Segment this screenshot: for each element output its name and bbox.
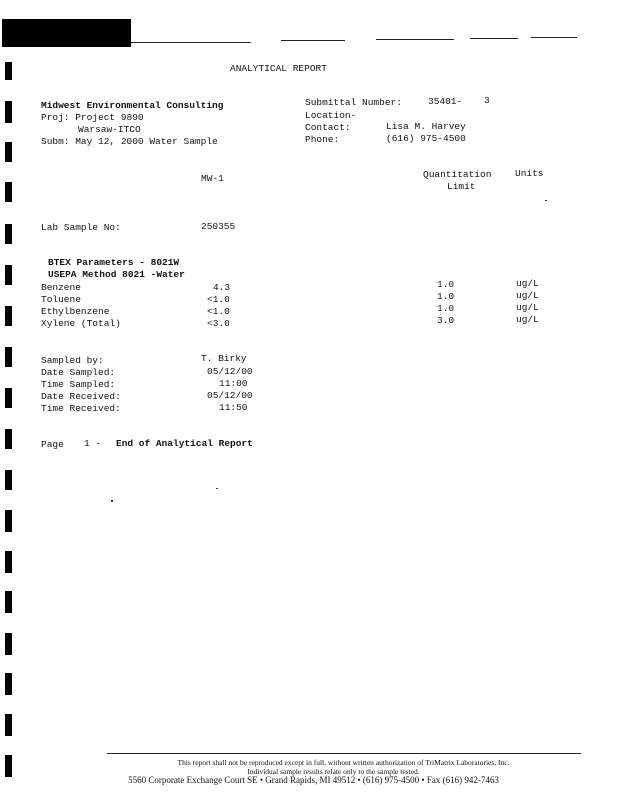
analyte-name: Ethylbenzene bbox=[41, 306, 110, 317]
time-received-label: Time Received: bbox=[41, 403, 121, 414]
analyte-result: <3.0 bbox=[207, 318, 230, 329]
client-name: Midwest Environmental Consulting bbox=[41, 100, 224, 111]
time-received-value: 11:50 bbox=[219, 402, 248, 413]
date-sampled-label: Date Sampled: bbox=[41, 367, 116, 378]
punch-mark bbox=[5, 633, 12, 655]
punch-mark bbox=[5, 265, 12, 285]
scan-speck bbox=[216, 488, 218, 489]
lab-sample-value: 250355 bbox=[201, 221, 236, 232]
punch-mark bbox=[5, 388, 12, 408]
punch-mark bbox=[5, 551, 12, 573]
analyte-units: ug/L bbox=[516, 278, 539, 289]
units-header: Units bbox=[515, 168, 544, 179]
analyte-name: Xylene (Total) bbox=[41, 318, 121, 329]
punch-mark bbox=[5, 470, 12, 490]
submitted-line: Subm: May 12, 2000 Water Sample bbox=[41, 136, 218, 147]
punch-mark bbox=[5, 224, 12, 244]
header-rule bbox=[281, 40, 345, 41]
footer-note: Individual sample results relate only to the sample tested. bbox=[247, 767, 420, 776]
redaction-block bbox=[2, 19, 131, 47]
footer-rule bbox=[107, 753, 581, 754]
analyte-name: Benzene bbox=[41, 282, 81, 293]
sampled-by-value: T. Birky bbox=[201, 353, 247, 364]
punch-mark bbox=[5, 510, 12, 532]
analyte-limit: 3.0 bbox=[437, 315, 455, 326]
analyte-result: 4.3 bbox=[213, 282, 231, 293]
contact-label: Contact: bbox=[305, 122, 351, 133]
punch-mark bbox=[5, 101, 12, 123]
scan-speck bbox=[111, 500, 113, 502]
analyte-name: Toluene bbox=[41, 294, 81, 305]
analyte-result: <1.0 bbox=[207, 306, 230, 317]
header-rule bbox=[531, 37, 577, 38]
date-sampled-value: 05/12/00 bbox=[207, 366, 253, 377]
punch-mark bbox=[5, 673, 12, 695]
punch-mark bbox=[5, 62, 12, 80]
phone-value: (616) 975-4500 bbox=[386, 133, 466, 144]
quantitation-header: Quantitation bbox=[423, 169, 492, 180]
analyte-units: ug/L bbox=[516, 302, 539, 313]
sample-id-header: MW-1 bbox=[201, 173, 224, 184]
site-location: Warsaw-ITCO bbox=[78, 124, 141, 135]
page-label: Page bbox=[41, 439, 64, 450]
project-line: Proj: Project 9890 bbox=[41, 112, 144, 123]
analyte-limit: 1.0 bbox=[437, 291, 455, 302]
punch-mark bbox=[5, 429, 12, 449]
location-label: Location- bbox=[305, 110, 357, 121]
sampled-by-label: Sampled by: bbox=[41, 355, 104, 366]
page-number: 1 - bbox=[84, 438, 102, 449]
footer-disclaimer: This report shall not be reproduced except in full, without written authorization of TriMatrix Laboratories, Inc. bbox=[177, 758, 510, 767]
time-sampled-label: Time Sampled: bbox=[41, 379, 116, 390]
date-received-label: Date Received: bbox=[41, 391, 121, 402]
header-rule bbox=[376, 39, 454, 40]
date-received-value: 05/12/00 bbox=[207, 390, 253, 401]
contact-value: Lisa M. Harvey bbox=[386, 121, 466, 132]
header-rule bbox=[470, 38, 518, 39]
analyte-units: ug/L bbox=[516, 290, 539, 301]
method-parameters: BTEX Parameters - 8021W bbox=[48, 257, 180, 268]
submittal-number-suffix: 3 bbox=[484, 95, 490, 106]
phone-label: Phone: bbox=[305, 134, 340, 145]
analyte-result: <1.0 bbox=[207, 294, 230, 305]
method-name: USEPA Method 8021 -Water bbox=[48, 269, 185, 280]
submittal-number-label: Submittal Number: bbox=[305, 97, 402, 108]
analyte-limit: 1.0 bbox=[437, 279, 455, 290]
time-sampled-value: 11:00 bbox=[219, 378, 248, 389]
end-of-report: End of Analytical Report bbox=[116, 438, 253, 449]
punch-mark bbox=[5, 182, 12, 202]
punch-mark bbox=[5, 306, 12, 326]
analyte-units: ug/L bbox=[516, 314, 539, 325]
footer-address: 5560 Corporate Exchange Court SE • Grand Rapids, MI 49512 • (616) 975-4500 • Fax (616) 942-7463 bbox=[128, 775, 499, 785]
submittal-number-value: 35401- bbox=[428, 96, 463, 107]
lab-sample-label: Lab Sample No: bbox=[41, 222, 121, 233]
punch-mark bbox=[5, 142, 12, 162]
punch-mark bbox=[5, 347, 12, 367]
limit-header: Limit bbox=[447, 181, 476, 192]
punch-mark bbox=[5, 714, 12, 736]
report-title: ANALYTICAL REPORT bbox=[230, 63, 327, 74]
analyte-limit: 1.0 bbox=[437, 303, 455, 314]
header-rule bbox=[131, 42, 251, 43]
scan-speck bbox=[545, 200, 547, 201]
punch-mark bbox=[5, 591, 12, 613]
